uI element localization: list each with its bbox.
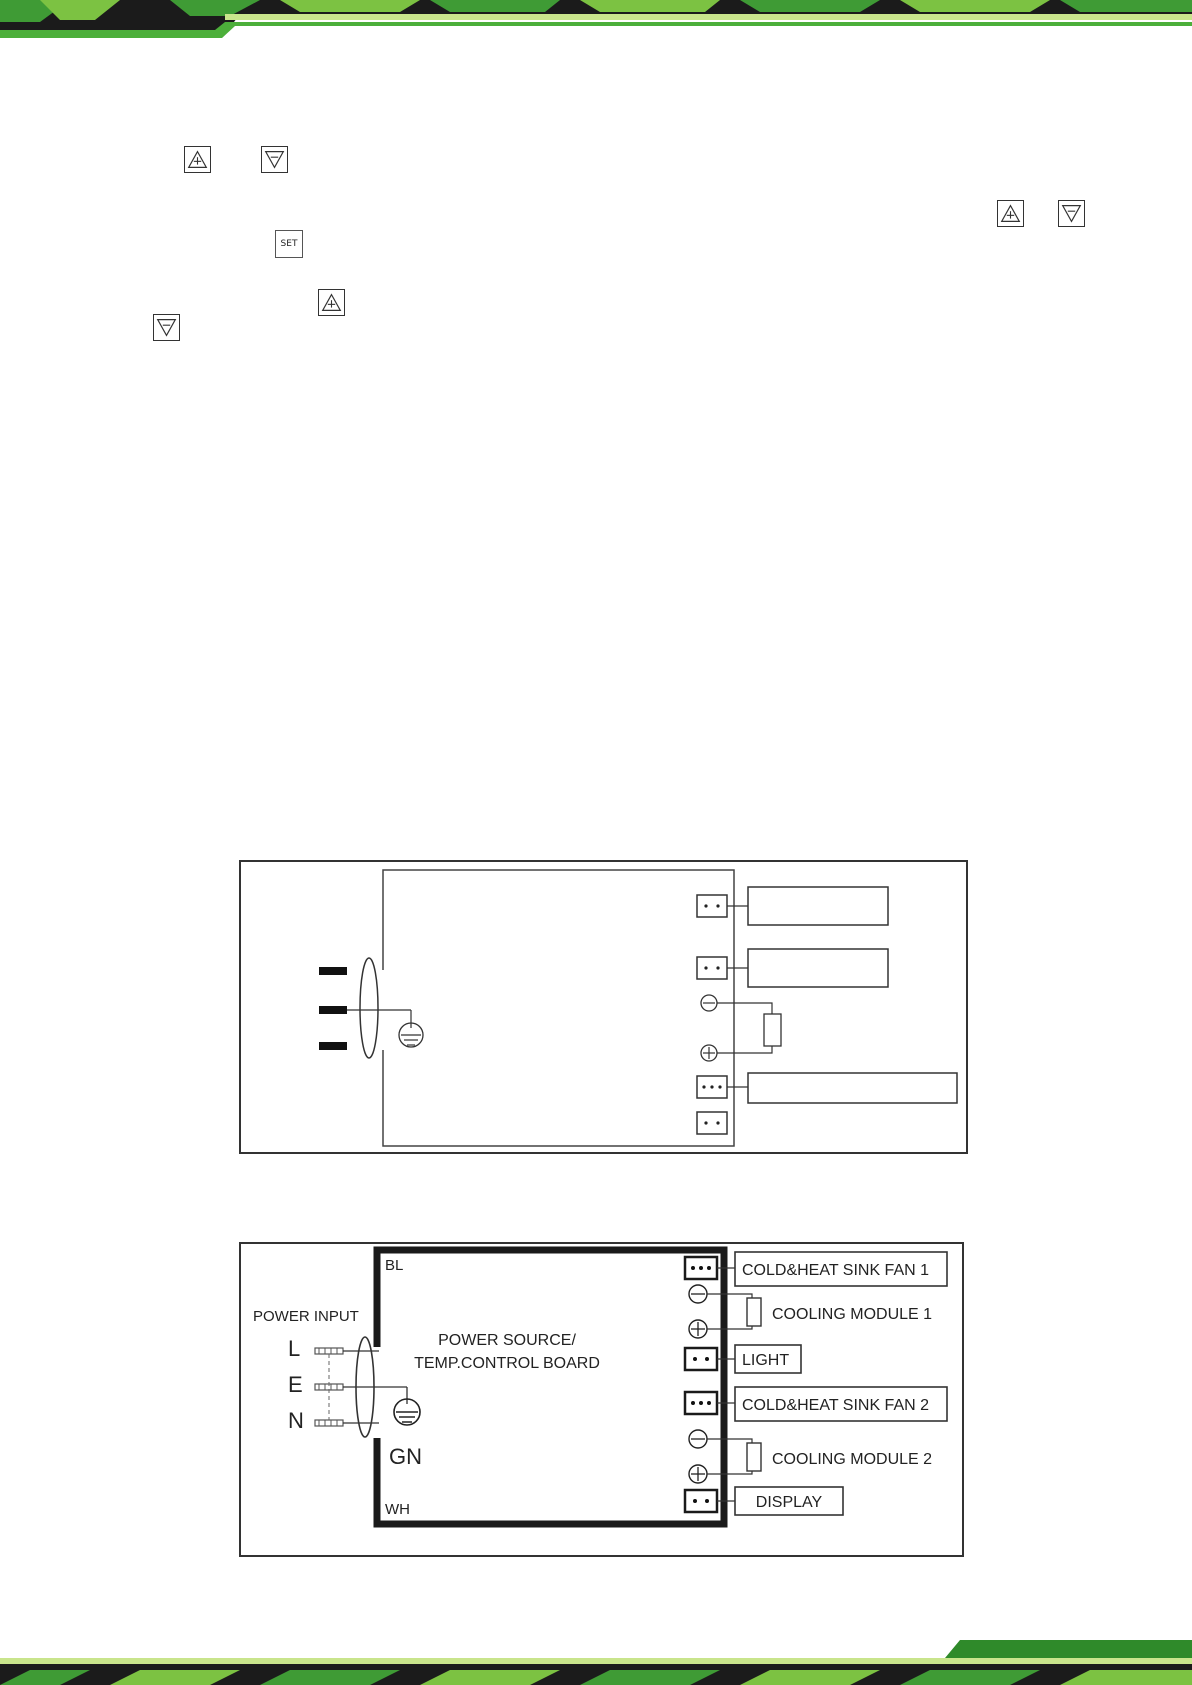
wiring-diagram-unlabeled <box>239 860 969 1155</box>
down-key-icon <box>153 314 180 341</box>
power-input-label: POWER INPUT <box>253 1308 359 1325</box>
power-terminals <box>319 967 347 1050</box>
wiring-diagram-labeled <box>239 1242 965 1558</box>
footer-decorative-band <box>0 1640 1192 1685</box>
board-title-line2: TEMP.CONTROL BOARD <box>414 1355 600 1372</box>
light-label: LIGHT <box>742 1352 790 1369</box>
module-terminals <box>701 995 781 1061</box>
down-key-icon <box>261 146 288 173</box>
wh-label: WH <box>385 1501 410 1518</box>
up-key-icon <box>184 146 211 173</box>
line-n-label: N <box>288 1408 304 1433</box>
diagram-frame <box>240 861 967 1153</box>
board-outline <box>377 1250 724 1524</box>
module1-label: COOLING MODULE 1 <box>772 1306 933 1323</box>
down-key-icon <box>1058 200 1085 227</box>
up-key-icon <box>318 289 345 316</box>
up-key-icon <box>997 200 1024 227</box>
board-title-line1: POWER SOURCE/ <box>438 1332 576 1349</box>
set-key-icon: SET <box>275 230 303 258</box>
board-outline <box>383 870 734 1146</box>
power-terminals <box>315 1348 343 1426</box>
connector-1 <box>697 887 888 925</box>
cable-bundle <box>360 958 378 1058</box>
gn-label: GN <box>389 1444 422 1469</box>
fan1-label: COLD&HEAT SINK FAN 1 <box>742 1262 930 1279</box>
line-l-label: L <box>288 1336 301 1361</box>
display-label: DISPLAY <box>755 1494 823 1511</box>
fan2-label: COLD&HEAT SINK FAN 2 <box>742 1397 930 1414</box>
line-e-label: E <box>288 1372 303 1397</box>
header-decorative-band <box>0 0 1192 40</box>
bl-label: BL <box>385 1257 404 1274</box>
connector-3 <box>697 1073 957 1103</box>
connector-2 <box>697 949 888 987</box>
module2-label: COOLING MODULE 2 <box>772 1451 933 1468</box>
connector-4 <box>697 1112 727 1134</box>
